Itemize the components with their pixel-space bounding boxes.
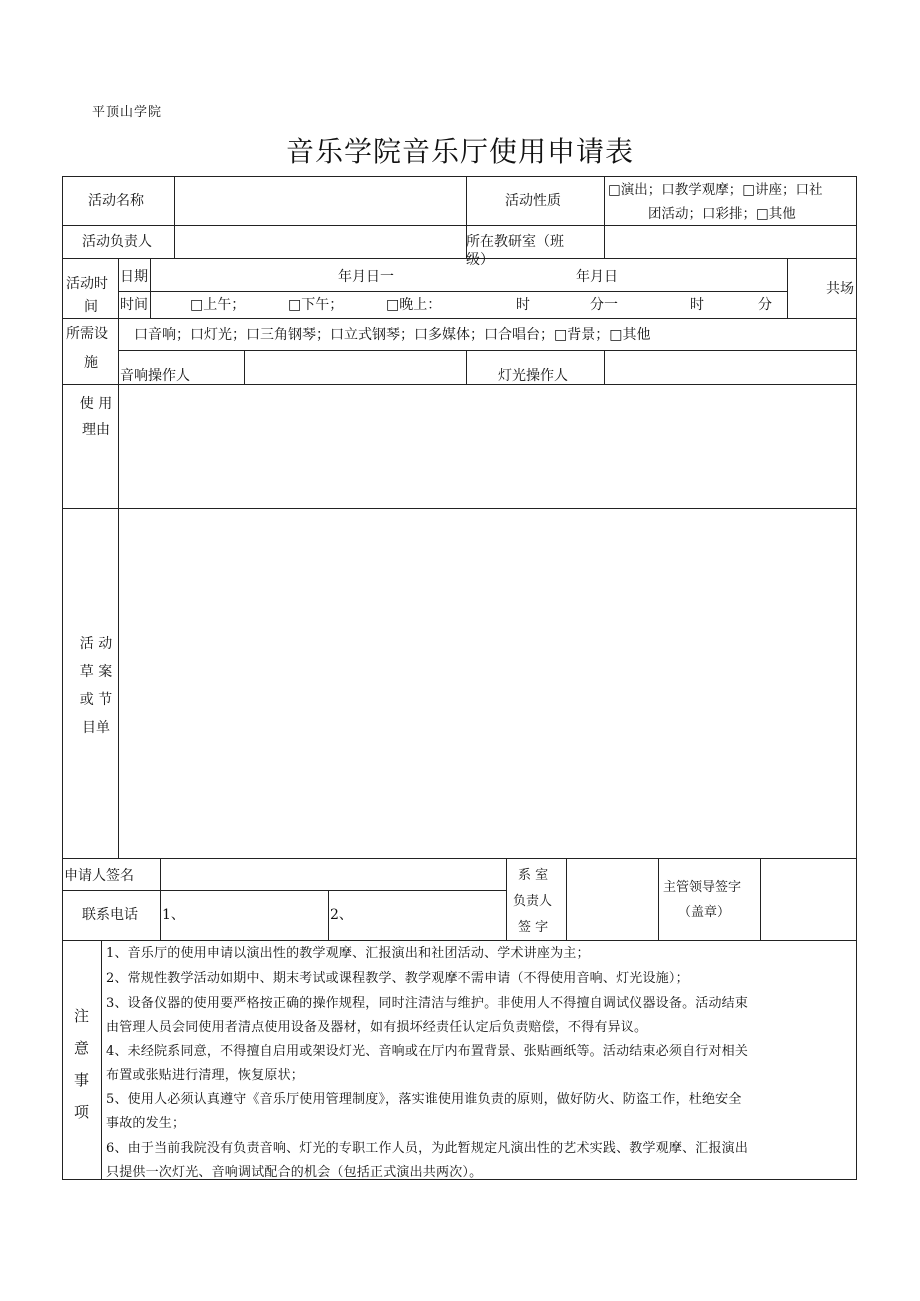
evening-checkbox[interactable]: □晚上： [386, 297, 442, 313]
light-operator-label: 灯光操作人 [498, 368, 568, 384]
total-sessions-label: 共场 [826, 281, 854, 297]
note-line: 布置或张贴进行清理，恢复原状； [106, 1068, 305, 1083]
date-range-start[interactable]: 年月日一 [338, 269, 394, 285]
notes-label: 事 [73, 1071, 89, 1089]
start-hour: 时 [516, 297, 530, 313]
equipment-label: 施 [84, 355, 98, 371]
end-minute: 分 [758, 297, 772, 313]
notes-label: 意 [73, 1039, 89, 1057]
equipment-options[interactable]: 口音响；口灯光；口三角钢琴；口立式钢琴；口多媒体；口合唱台；□背景；□其他 [134, 327, 651, 343]
sound-operator-label: 音响操作人 [120, 368, 190, 384]
notes-label: 注 [73, 1007, 89, 1025]
activity-plan-input-area[interactable] [119, 509, 855, 857]
equipment-label: 所需设 [66, 326, 108, 342]
activity-plan-label: 目单 [82, 720, 110, 736]
activity-plan-label: 草 案 [79, 664, 113, 680]
activity-time-label: 间 [84, 299, 98, 315]
department-head-signature-label: 系 室 [518, 868, 549, 883]
note-line: 由管理人员会同使用者清点使用设备及器材，如有损坏经责任认定后负责赔偿，不得有异议。 [106, 1020, 648, 1035]
activity-nature-label: 活动性质 [505, 193, 561, 209]
department-head-signature-label: 负责人 [513, 894, 553, 909]
activity-nature-options[interactable]: 团活动；口彩排；□其他 [648, 206, 796, 222]
activity-leader-label: 活动负责人 [82, 234, 152, 250]
date-label: 日期 [120, 269, 148, 285]
note-line: 4、未经院系同意，不得擅自启用或架设灯光、音响或在厅内布置背景、张贴画纸等。活动结束必须自行对相关 [106, 1044, 749, 1059]
activity-plan-label: 或 节 [79, 692, 113, 708]
office-label: 级） [466, 252, 494, 268]
office-label: 所在教研室（班 [466, 234, 564, 250]
activity-time-label: 活动时 [66, 276, 108, 292]
note-line: 3、设备仪器的使用要严格按正确的操作规程，同时注清洁与维护。非使用人不得擅自调试仪器设备。活动结束 [106, 996, 749, 1011]
applicant-signature-label: 申请人签名 [64, 868, 134, 884]
reason-label: 使 用 [79, 396, 113, 412]
activity-name-label: 活动名称 [88, 193, 144, 209]
activity-nature-options[interactable]: □演出；口教学观摩；□讲座；口社 [608, 182, 823, 198]
contact-phone-label: 联系电话 [82, 907, 138, 923]
reason-label: 理由 [82, 422, 110, 438]
start-minute: 分一 [590, 297, 618, 313]
morning-checkbox[interactable]: □上午； [190, 297, 246, 313]
page-title: 音乐学院音乐厅使用申请表 [285, 135, 634, 168]
note-line: 1、音乐厅的使用申请以演出性的教学观摩、汇报演出和社团活动、学术讲座为主； [106, 946, 590, 961]
activity-plan-label: 活 动 [79, 636, 113, 652]
end-hour: 时 [690, 297, 704, 313]
note-line: 只提供一次灯光、音响调试配合的机会（包括正式演出共两次）。 [106, 1165, 483, 1180]
notes-label: 项 [73, 1103, 89, 1121]
note-line: 6、由于当前我院没有负责音响、灯光的专职工作人员，为此暂规定凡演出性的艺术实践、教学观摩、汇报演出 [106, 1141, 749, 1156]
department-head-signature-label: 签 字 [518, 920, 549, 935]
school-name: 平顶山学院 [92, 105, 163, 120]
note-line: 5、使用人必须认真遵守《音乐厅使用管理制度》，落实谁使用谁负责的原则，做好防火、防盗工作，杜绝安全 [106, 1092, 742, 1107]
note-line: 2、常规性教学活动如期中、期末考试或课程教学、教学观摩不需申请（不得使用音响、灯光设施）； [106, 971, 689, 986]
leader-signature-label: （盖章） [678, 905, 731, 920]
note-line: 事故的发生； [106, 1116, 186, 1131]
time-row-label: 时间 [120, 297, 148, 313]
phone-1-field[interactable]: 1、 [162, 907, 185, 923]
afternoon-checkbox[interactable]: □下午； [288, 297, 344, 313]
phone-2-field[interactable]: 2、 [330, 907, 353, 923]
date-range-end[interactable]: 年月日 [576, 269, 618, 285]
leader-signature-label: 主管领导签字 [663, 880, 742, 895]
reason-input-area[interactable] [119, 385, 855, 507]
